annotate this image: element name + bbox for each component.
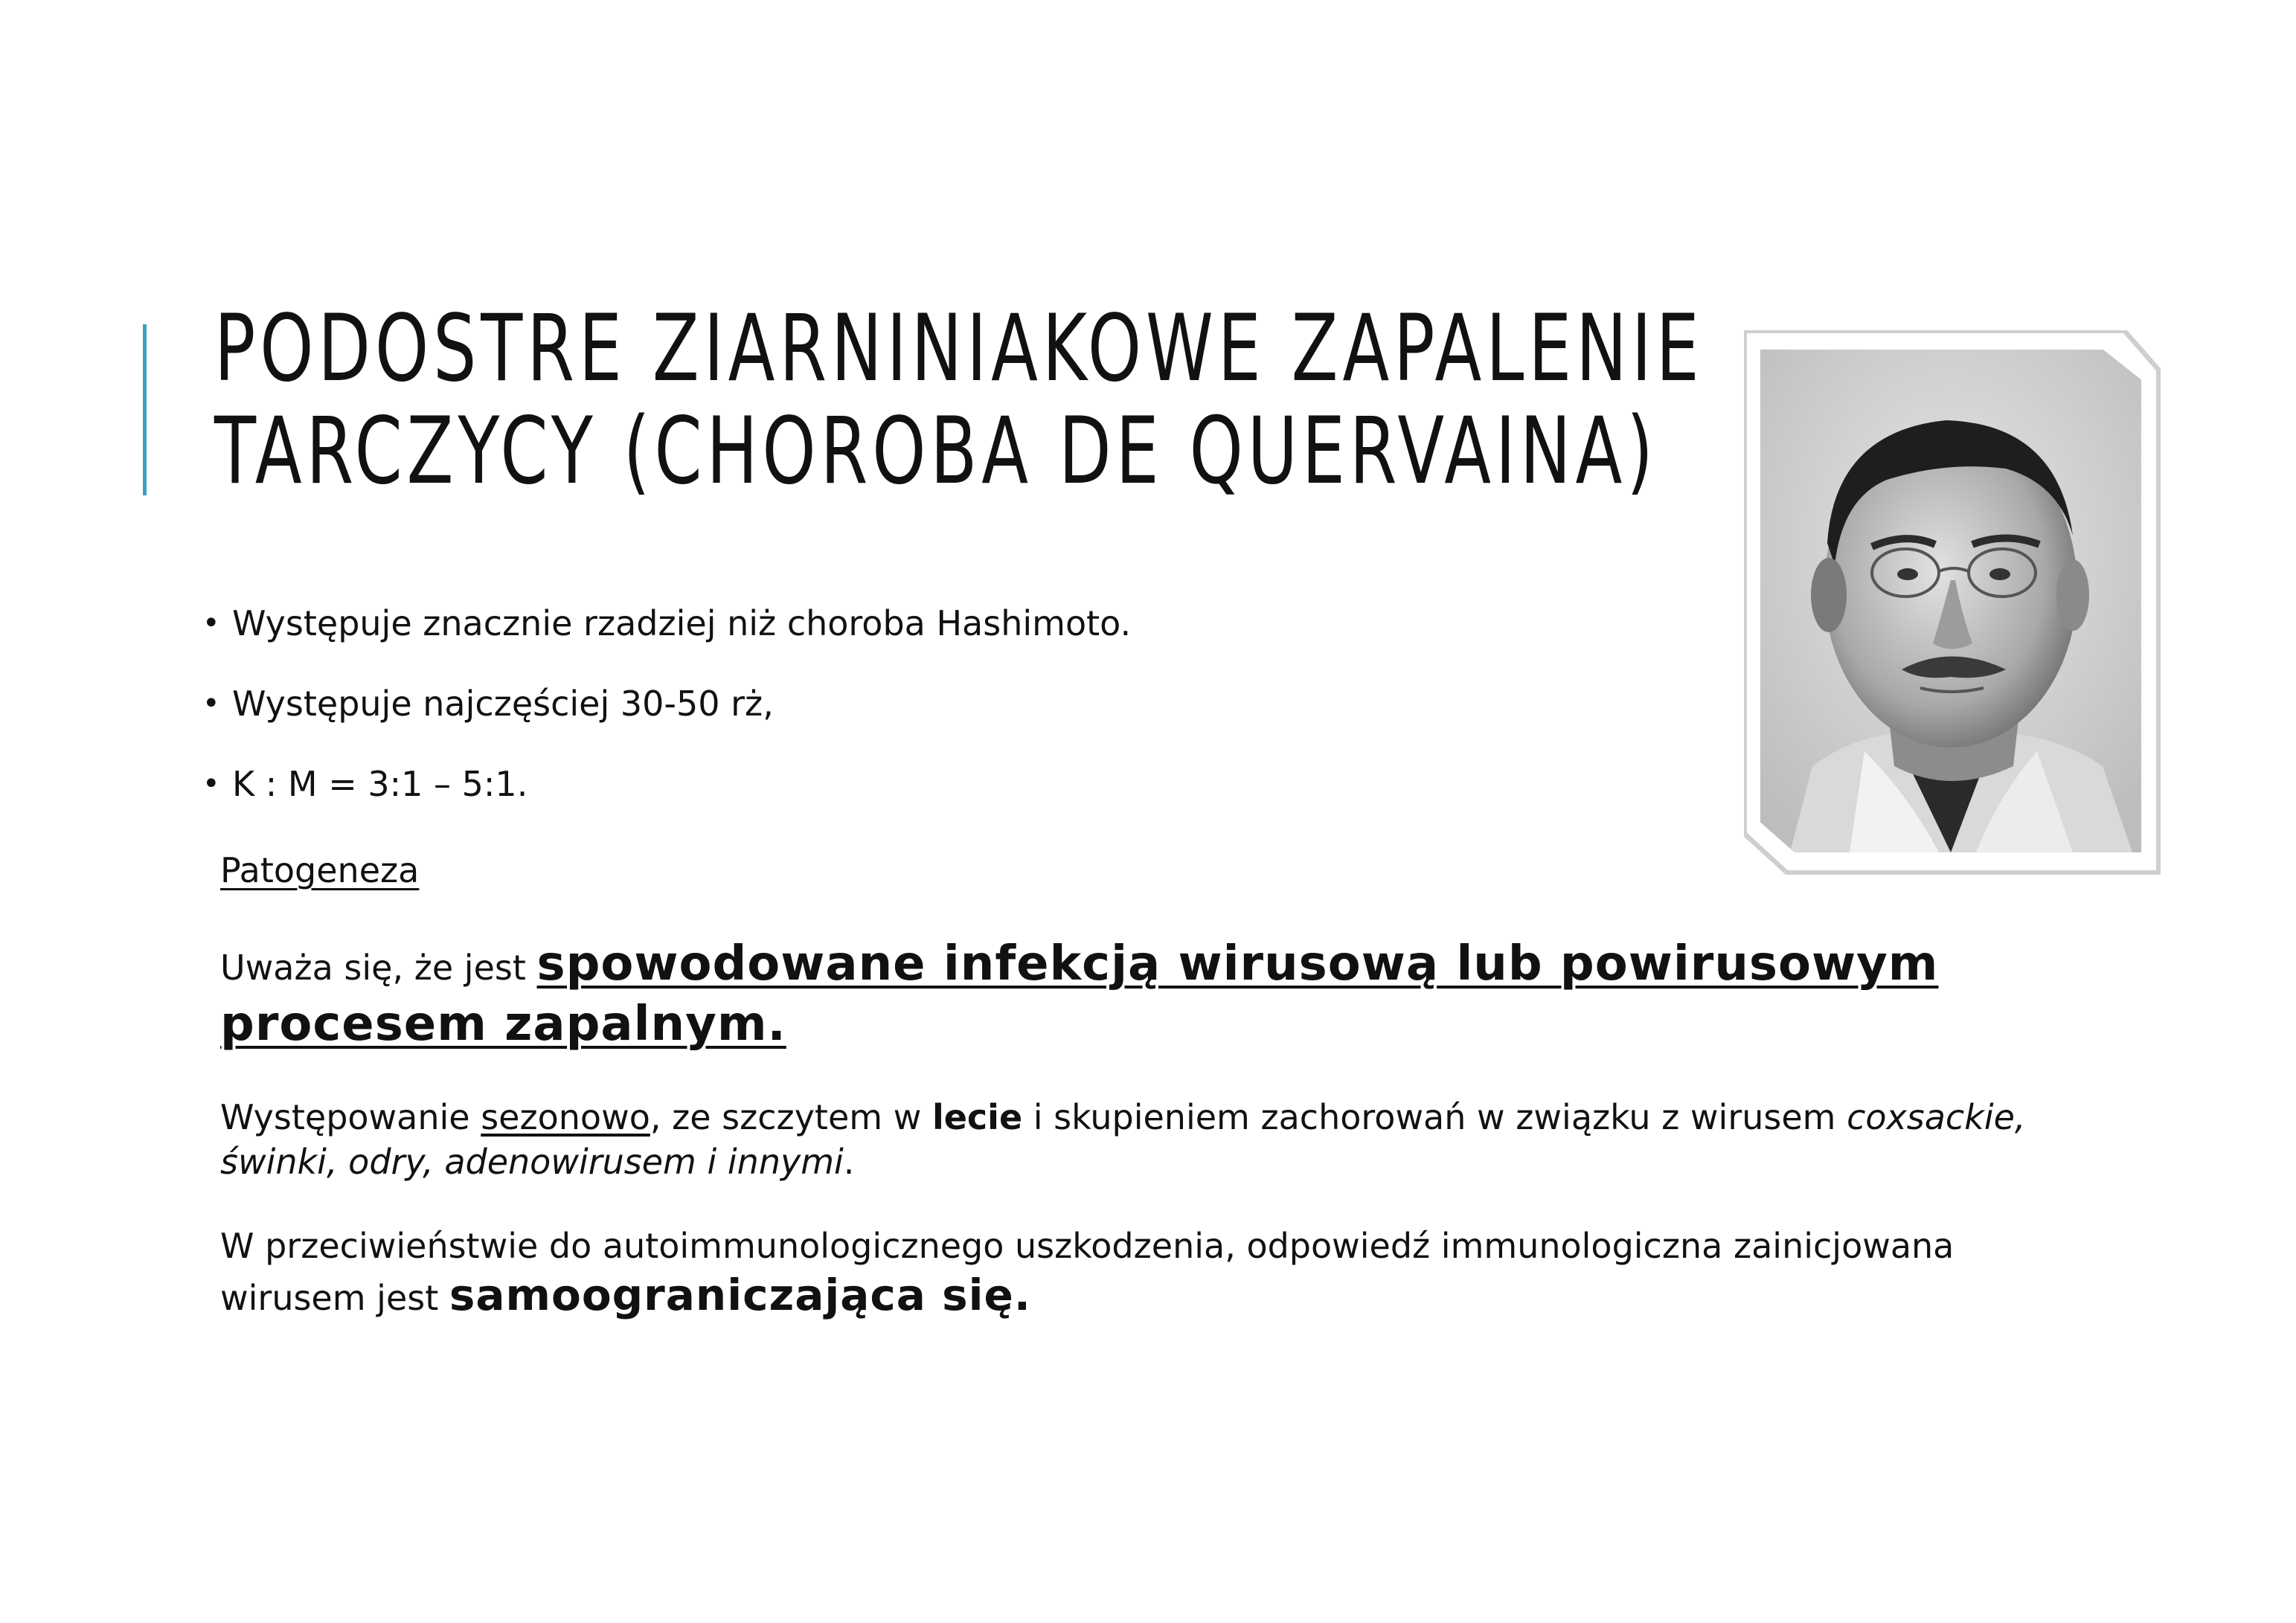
paragraph-cause-emphasis: spowodowane infekcją wirusową lub powirusowym procesem zapalnym.: [220, 936, 1939, 1052]
bullet-item: • Występuje najczęściej 30-50 rż,: [202, 681, 1131, 726]
portrait-photo-frame: [1747, 333, 2156, 870]
seasonality-text-1: Występowanie: [220, 1097, 481, 1137]
bullet-item: • K : M = 3:1 – 5:1.: [202, 762, 1131, 806]
accent-bar: [143, 324, 147, 495]
bullet-list: [202, 601, 1131, 842]
paragraph-self-limiting: [220, 1221, 2050, 1322]
self-limiting-emphasis: samoograniczająca się.: [449, 1270, 1031, 1320]
title-line-2: TARCZYCY (CHOROBA DE QUERVAINA): [214, 398, 1658, 505]
paragraph-cause: [220, 936, 2050, 1056]
title-line-1: PODOSTRE ZIARNINIAKOWE ZAPALENIE: [214, 295, 1704, 402]
portrait-photo: [1760, 350, 2141, 852]
seasonality-bold: lecie: [931, 1097, 1023, 1137]
seasonality-text-3: i skupieniem zachorowań w związku z wirusem: [1022, 1097, 1847, 1137]
bullet-item: • Występuje znacznie rzadziej niż choroba Hashimoto.: [202, 601, 1131, 646]
seasonality-text-4: .: [843, 1142, 855, 1182]
paragraph-seasonality: [220, 1095, 2050, 1184]
seasonality-italic: coxsackie, świnki, odry, adenowirusem i innymi: [220, 1097, 2026, 1182]
seasonality-text-2: , ze szczytem w: [650, 1097, 932, 1137]
paragraph-cause-lead: Uważa się, że jest: [220, 948, 537, 988]
section-heading: Patogeneza: [220, 850, 420, 890]
seasonality-underlined: sezonowo: [481, 1097, 650, 1137]
self-limiting-text: W przeciwieństwie do autoimmunologicznego uszkodzenia, odpowiedź immunologiczna zainicjowana wirusem jest: [220, 1226, 1955, 1318]
slide-title: [214, 295, 1704, 505]
body-text: [220, 848, 2050, 1322]
